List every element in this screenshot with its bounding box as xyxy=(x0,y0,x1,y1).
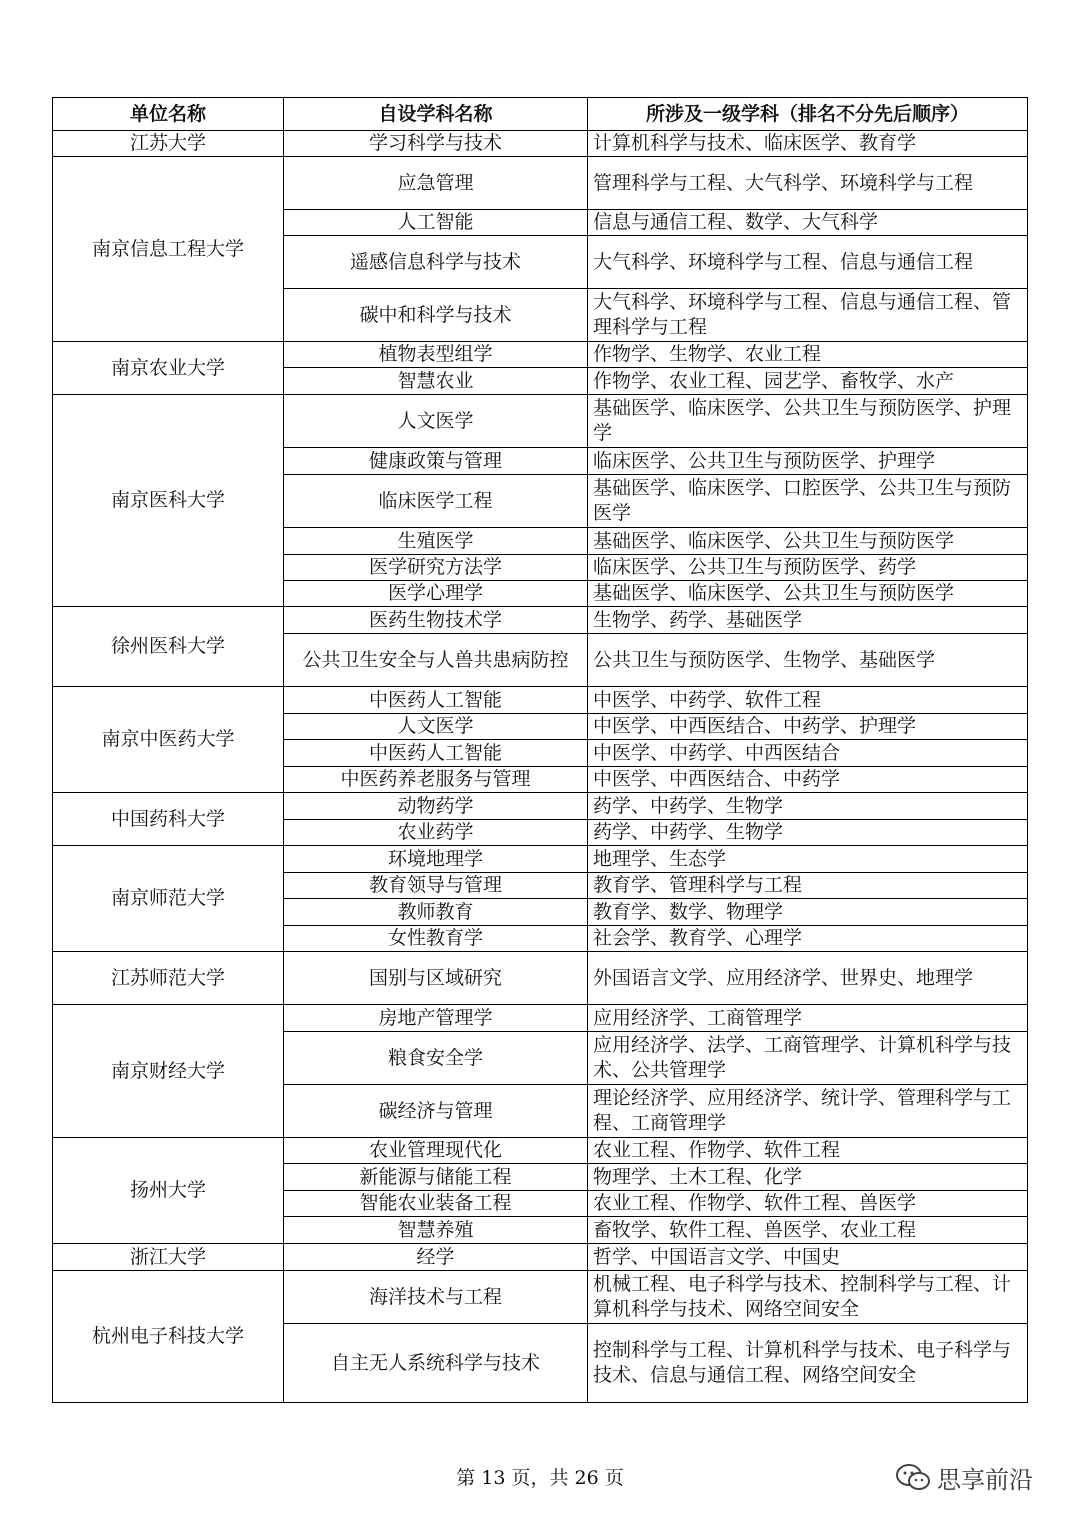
table-header-row xyxy=(53,98,1028,131)
subject-name-cell: 经学 xyxy=(284,1244,588,1271)
subject-name-cell: 人文医学 xyxy=(284,714,588,740)
fields-cell: 应用经济学、法学、工商管理学、计算机科学与技术、公共管理学 xyxy=(588,1032,1028,1085)
subject-name-cell: 健康政策与管理 xyxy=(284,448,588,475)
subject-name-cell: 自主无人系统科学与技术 xyxy=(284,1324,588,1403)
table-row xyxy=(53,1005,1028,1032)
unit-name-cell: 南京中医药大学 xyxy=(53,687,284,793)
fields-cell: 作物学、生物学、农业工程 xyxy=(588,342,1028,368)
unit-name-cell: 杭州电子科技大学 xyxy=(53,1271,284,1403)
subject-name-cell: 智能农业装备工程 xyxy=(284,1191,588,1217)
fields-cell: 中医学、中西医结合、中药学 xyxy=(588,767,1028,793)
header-subject: 自设学科名称 xyxy=(284,98,588,131)
fields-cell: 药学、中药学、生物学 xyxy=(588,793,1028,820)
table-row xyxy=(53,1244,1028,1271)
table-row xyxy=(53,131,1028,157)
fields-cell: 机械工程、电子科学与技术、控制科学与工程、计算机科学与技术、网络空间安全 xyxy=(588,1271,1028,1324)
fields-cell: 药学、中药学、生物学 xyxy=(588,820,1028,846)
fields-cell: 畜牧学、软件工程、兽医学、农业工程 xyxy=(588,1217,1028,1244)
fields-cell: 应用经济学、工商管理学 xyxy=(588,1005,1028,1032)
subject-name-cell: 智慧农业 xyxy=(284,368,588,395)
fields-cell: 临床医学、公共卫生与预防医学、护理学 xyxy=(588,448,1028,475)
fields-cell: 中医学、中西医结合、中药学、护理学 xyxy=(588,714,1028,740)
subject-name-cell: 医药生物技术学 xyxy=(284,607,588,634)
subject-name-cell: 新能源与储能工程 xyxy=(284,1164,588,1191)
subject-name-cell: 教师教育 xyxy=(284,899,588,926)
subject-name-cell: 农业药学 xyxy=(284,820,588,846)
subject-name-cell: 遥感信息科学与技术 xyxy=(284,236,588,289)
fields-cell: 哲学、中国语言文学、中国史 xyxy=(588,1244,1028,1271)
subject-name-cell: 农业管理现代化 xyxy=(284,1138,588,1164)
page-footer: 第 13 页，共 26 页 xyxy=(456,1467,624,1489)
subject-name-cell: 人工智能 xyxy=(284,210,588,236)
subject-name-cell: 海洋技术与工程 xyxy=(284,1271,588,1324)
subject-name-cell: 粮食安全学 xyxy=(284,1032,588,1085)
header-fields: 所涉及一级学科（排名不分先后顺序） xyxy=(588,98,1028,131)
table-row xyxy=(53,793,1028,820)
fields-cell: 基础医学、临床医学、公共卫生与预防医学 xyxy=(588,528,1028,555)
subject-name-cell: 中医药人工智能 xyxy=(284,687,588,714)
fields-cell: 外国语言文学、应用经济学、世界史、地理学 xyxy=(588,952,1028,1005)
subject-name-cell: 女性教育学 xyxy=(284,926,588,952)
watermark-text: 思享前沿 xyxy=(937,1466,1033,1494)
subject-name-cell: 医学心理学 xyxy=(284,581,588,607)
fields-cell: 公共卫生与预防医学、生物学、基础医学 xyxy=(588,634,1028,687)
fields-cell: 大气科学、环境科学与工程、信息与通信工程 xyxy=(588,236,1028,289)
table-row xyxy=(53,952,1028,1005)
subject-name-cell: 医学研究方法学 xyxy=(284,555,588,581)
fields-cell: 中医学、中药学、中西医结合 xyxy=(588,740,1028,767)
table-row xyxy=(53,846,1028,873)
unit-name-cell: 浙江大学 xyxy=(53,1244,284,1271)
watermark xyxy=(895,1460,1033,1495)
table-row xyxy=(53,687,1028,714)
unit-name-cell: 扬州大学 xyxy=(53,1138,284,1244)
table-row xyxy=(53,1138,1028,1164)
unit-name-cell: 南京农业大学 xyxy=(53,342,284,395)
fields-cell: 社会学、教育学、心理学 xyxy=(588,926,1028,952)
subject-name-cell: 公共卫生安全与人兽共患病防控 xyxy=(284,634,588,687)
subject-name-cell: 临床医学工程 xyxy=(284,475,588,528)
fields-cell: 基础医学、临床医学、公共卫生与预防医学、护理学 xyxy=(588,395,1028,448)
subject-name-cell: 国别与区域研究 xyxy=(284,952,588,1005)
table-row xyxy=(53,157,1028,210)
fields-cell: 教育学、管理科学与工程 xyxy=(588,873,1028,899)
subject-name-cell: 学习科学与技术 xyxy=(284,131,588,157)
subject-name-cell: 房地产管理学 xyxy=(284,1005,588,1032)
unit-name-cell: 江苏大学 xyxy=(53,131,284,157)
subject-name-cell: 智慧养殖 xyxy=(284,1217,588,1244)
fields-cell: 临床医学、公共卫生与预防医学、药学 xyxy=(588,555,1028,581)
subject-name-cell: 中医药养老服务与管理 xyxy=(284,767,588,793)
fields-cell: 信息与通信工程、数学、大气科学 xyxy=(588,210,1028,236)
subject-name-cell: 环境地理学 xyxy=(284,846,588,873)
subject-name-cell: 教育领导与管理 xyxy=(284,873,588,899)
subject-name-cell: 生殖医学 xyxy=(284,528,588,555)
table-row xyxy=(53,607,1028,634)
table-row xyxy=(53,1271,1028,1324)
unit-name-cell: 中国药科大学 xyxy=(53,793,284,846)
fields-cell: 大气科学、环境科学与工程、信息与通信工程、管理科学与工程 xyxy=(588,289,1028,342)
fields-cell: 物理学、土木工程、化学 xyxy=(588,1164,1028,1191)
subject-name-cell: 人文医学 xyxy=(284,395,588,448)
subject-name-cell: 应急管理 xyxy=(284,157,588,210)
fields-cell: 农业工程、作物学、软件工程 xyxy=(588,1138,1028,1164)
subject-table xyxy=(52,97,1028,1403)
wechat-icon xyxy=(895,1463,931,1493)
fields-cell: 中医学、中药学、软件工程 xyxy=(588,687,1028,714)
unit-name-cell: 南京信息工程大学 xyxy=(53,157,284,342)
unit-name-cell: 徐州医科大学 xyxy=(53,607,284,687)
table-row xyxy=(53,342,1028,368)
fields-cell: 生物学、药学、基础医学 xyxy=(588,607,1028,634)
unit-name-cell: 南京医科大学 xyxy=(53,395,284,607)
subject-name-cell: 碳经济与管理 xyxy=(284,1085,588,1138)
unit-name-cell: 南京师范大学 xyxy=(53,846,284,952)
fields-cell: 控制科学与工程、计算机科学与技术、电子科学与技术、信息与通信工程、网络空间安全 xyxy=(588,1324,1028,1403)
fields-cell: 基础医学、临床医学、口腔医学、公共卫生与预防医学 xyxy=(588,475,1028,528)
fields-cell: 管理科学与工程、大气科学、环境科学与工程 xyxy=(588,157,1028,210)
fields-cell: 理论经济学、应用经济学、统计学、管理科学与工程、工商管理学 xyxy=(588,1085,1028,1138)
subject-name-cell: 植物表型组学 xyxy=(284,342,588,368)
header-unit: 单位名称 xyxy=(53,98,284,131)
fields-cell: 农业工程、作物学、软件工程、兽医学 xyxy=(588,1191,1028,1217)
table-row xyxy=(53,395,1028,448)
subject-name-cell: 中医药人工智能 xyxy=(284,740,588,767)
subject-name-cell: 动物药学 xyxy=(284,793,588,820)
fields-cell: 基础医学、临床医学、公共卫生与预防医学 xyxy=(588,581,1028,607)
unit-name-cell: 江苏师范大学 xyxy=(53,952,284,1005)
fields-cell: 作物学、农业工程、园艺学、畜牧学、水产 xyxy=(588,368,1028,395)
table-body xyxy=(53,131,1028,1403)
fields-cell: 地理学、生态学 xyxy=(588,846,1028,873)
subject-name-cell: 碳中和科学与技术 xyxy=(284,289,588,342)
unit-name-cell: 南京财经大学 xyxy=(53,1005,284,1138)
fields-cell: 教育学、数学、物理学 xyxy=(588,899,1028,926)
fields-cell: 计算机科学与技术、临床医学、教育学 xyxy=(588,131,1028,157)
